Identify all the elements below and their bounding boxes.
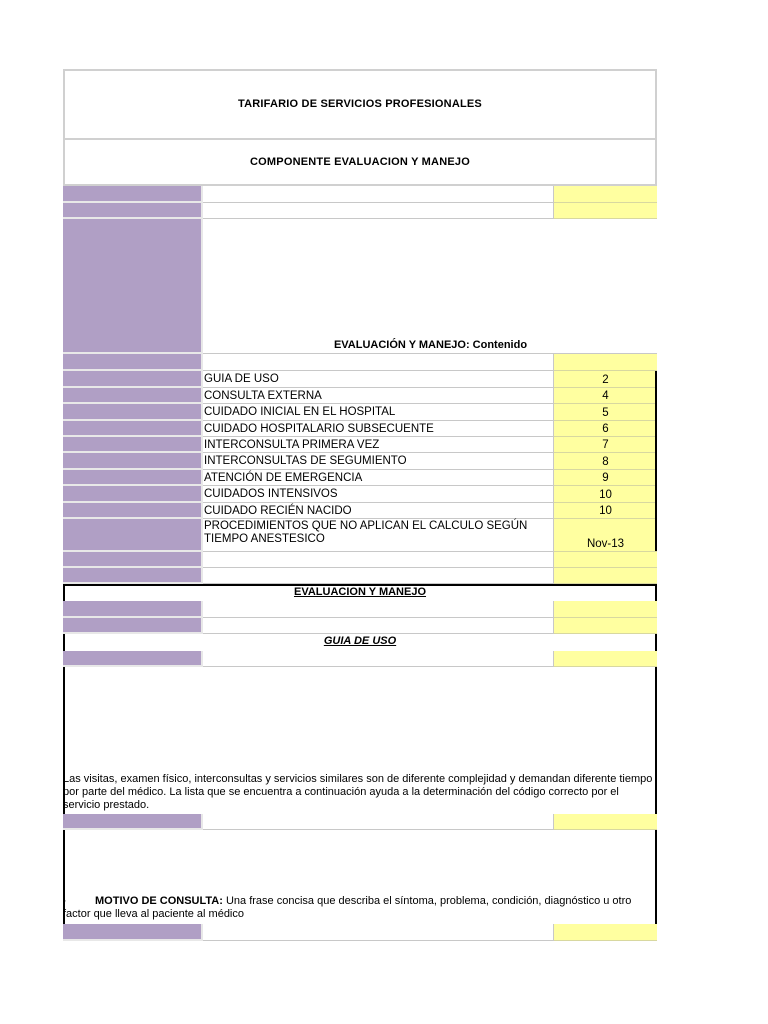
contents-item-label: CUIDADOS INTENSIVOS — [203, 486, 554, 503]
contents-title: EVALUACIÓN Y MANEJO: Contenido — [203, 219, 657, 354]
contents-item-label: GUIA DE USO — [203, 371, 554, 388]
blank-row — [63, 814, 657, 830]
contents-item-label: CUIDADO INICIAL EN EL HOSPITAL — [203, 404, 554, 421]
contents-item-label: CUIDADO HOSPITALARIO SUBSECUENTE — [203, 421, 554, 437]
contents-item — [63, 371, 657, 388]
contents-item — [63, 437, 657, 453]
contents-item-label: PROCEDIMIENTOS QUE NO APLICAN EL CALCULO SEGÚN TIEMPO ANESTESICO — [203, 519, 554, 552]
intro-paragraph: Las visitas, examen físico, interconsultas y servicios similares son de diferente complejidad y demandan diferente tiempo por parte del médico. La lista que se encuentra a continuación ayuda a la determinación del código correcto por el servicio prestado. — [63, 773, 653, 811]
contents-item-label: CUIDADO RECIÉN NACIDO — [203, 503, 554, 519]
contents-item — [63, 404, 657, 421]
contents-item — [63, 486, 657, 503]
contents-item — [63, 519, 657, 552]
bullet-marker: · — [63, 895, 67, 907]
contents-item-page: 9 — [554, 470, 657, 486]
blank-row — [63, 186, 657, 203]
contents-item-page: Nov-13 — [554, 519, 657, 552]
contents-item-page: 8 — [554, 453, 657, 470]
contents-item-page: 10 — [554, 503, 657, 519]
blank-row — [63, 924, 657, 941]
contents-item-page: 6 — [554, 421, 657, 437]
blank-row — [63, 651, 657, 667]
blank-row — [63, 568, 657, 584]
contents-item — [63, 503, 657, 519]
blank-row — [63, 618, 657, 634]
contents-item-label: ATENCIÓN DE EMERGENCIA — [203, 470, 554, 486]
contents-item-page: 10 — [554, 486, 657, 503]
blank-row — [63, 601, 657, 618]
document-title: TARIFARIO DE SERVICIOS PROFESIONALES — [63, 69, 657, 140]
contents-title-row — [63, 219, 657, 354]
blank-row — [63, 203, 657, 219]
contents-item — [63, 453, 657, 470]
motivo-text: Una frase concisa que describa el síntoma, problema, condición, diagnóstico u otro factor que lleva al paciente al médico — [63, 895, 632, 920]
document-subtitle: COMPONENTE EVALUACION Y MANEJO — [63, 140, 657, 186]
contents-item-page: 5 — [554, 404, 657, 421]
blank-row — [63, 354, 657, 371]
motivo-label: MOTIVO DE CONSULTA: — [95, 895, 223, 907]
contents-item-label: INTERCONSULTAS DE SEGUMIENTO — [203, 453, 554, 470]
motivo-paragraph — [63, 895, 657, 921]
contents-item-label: CONSULTA EXTERNA — [203, 388, 554, 404]
blank-row — [63, 552, 657, 568]
contents-item-page: 4 — [554, 388, 657, 404]
table-border — [655, 371, 657, 551]
contents-item-page: 7 — [554, 437, 657, 453]
contents-item — [63, 421, 657, 437]
contents-item — [63, 470, 657, 486]
contents-item-label: INTERCONSULTA PRIMERA VEZ — [203, 437, 554, 453]
guide-title: GUIA DE USO — [323, 635, 397, 647]
contents-item-page: 2 — [554, 371, 657, 388]
section-title: EVALUACION Y MANEJO — [293, 586, 427, 598]
contents-item — [63, 388, 657, 404]
